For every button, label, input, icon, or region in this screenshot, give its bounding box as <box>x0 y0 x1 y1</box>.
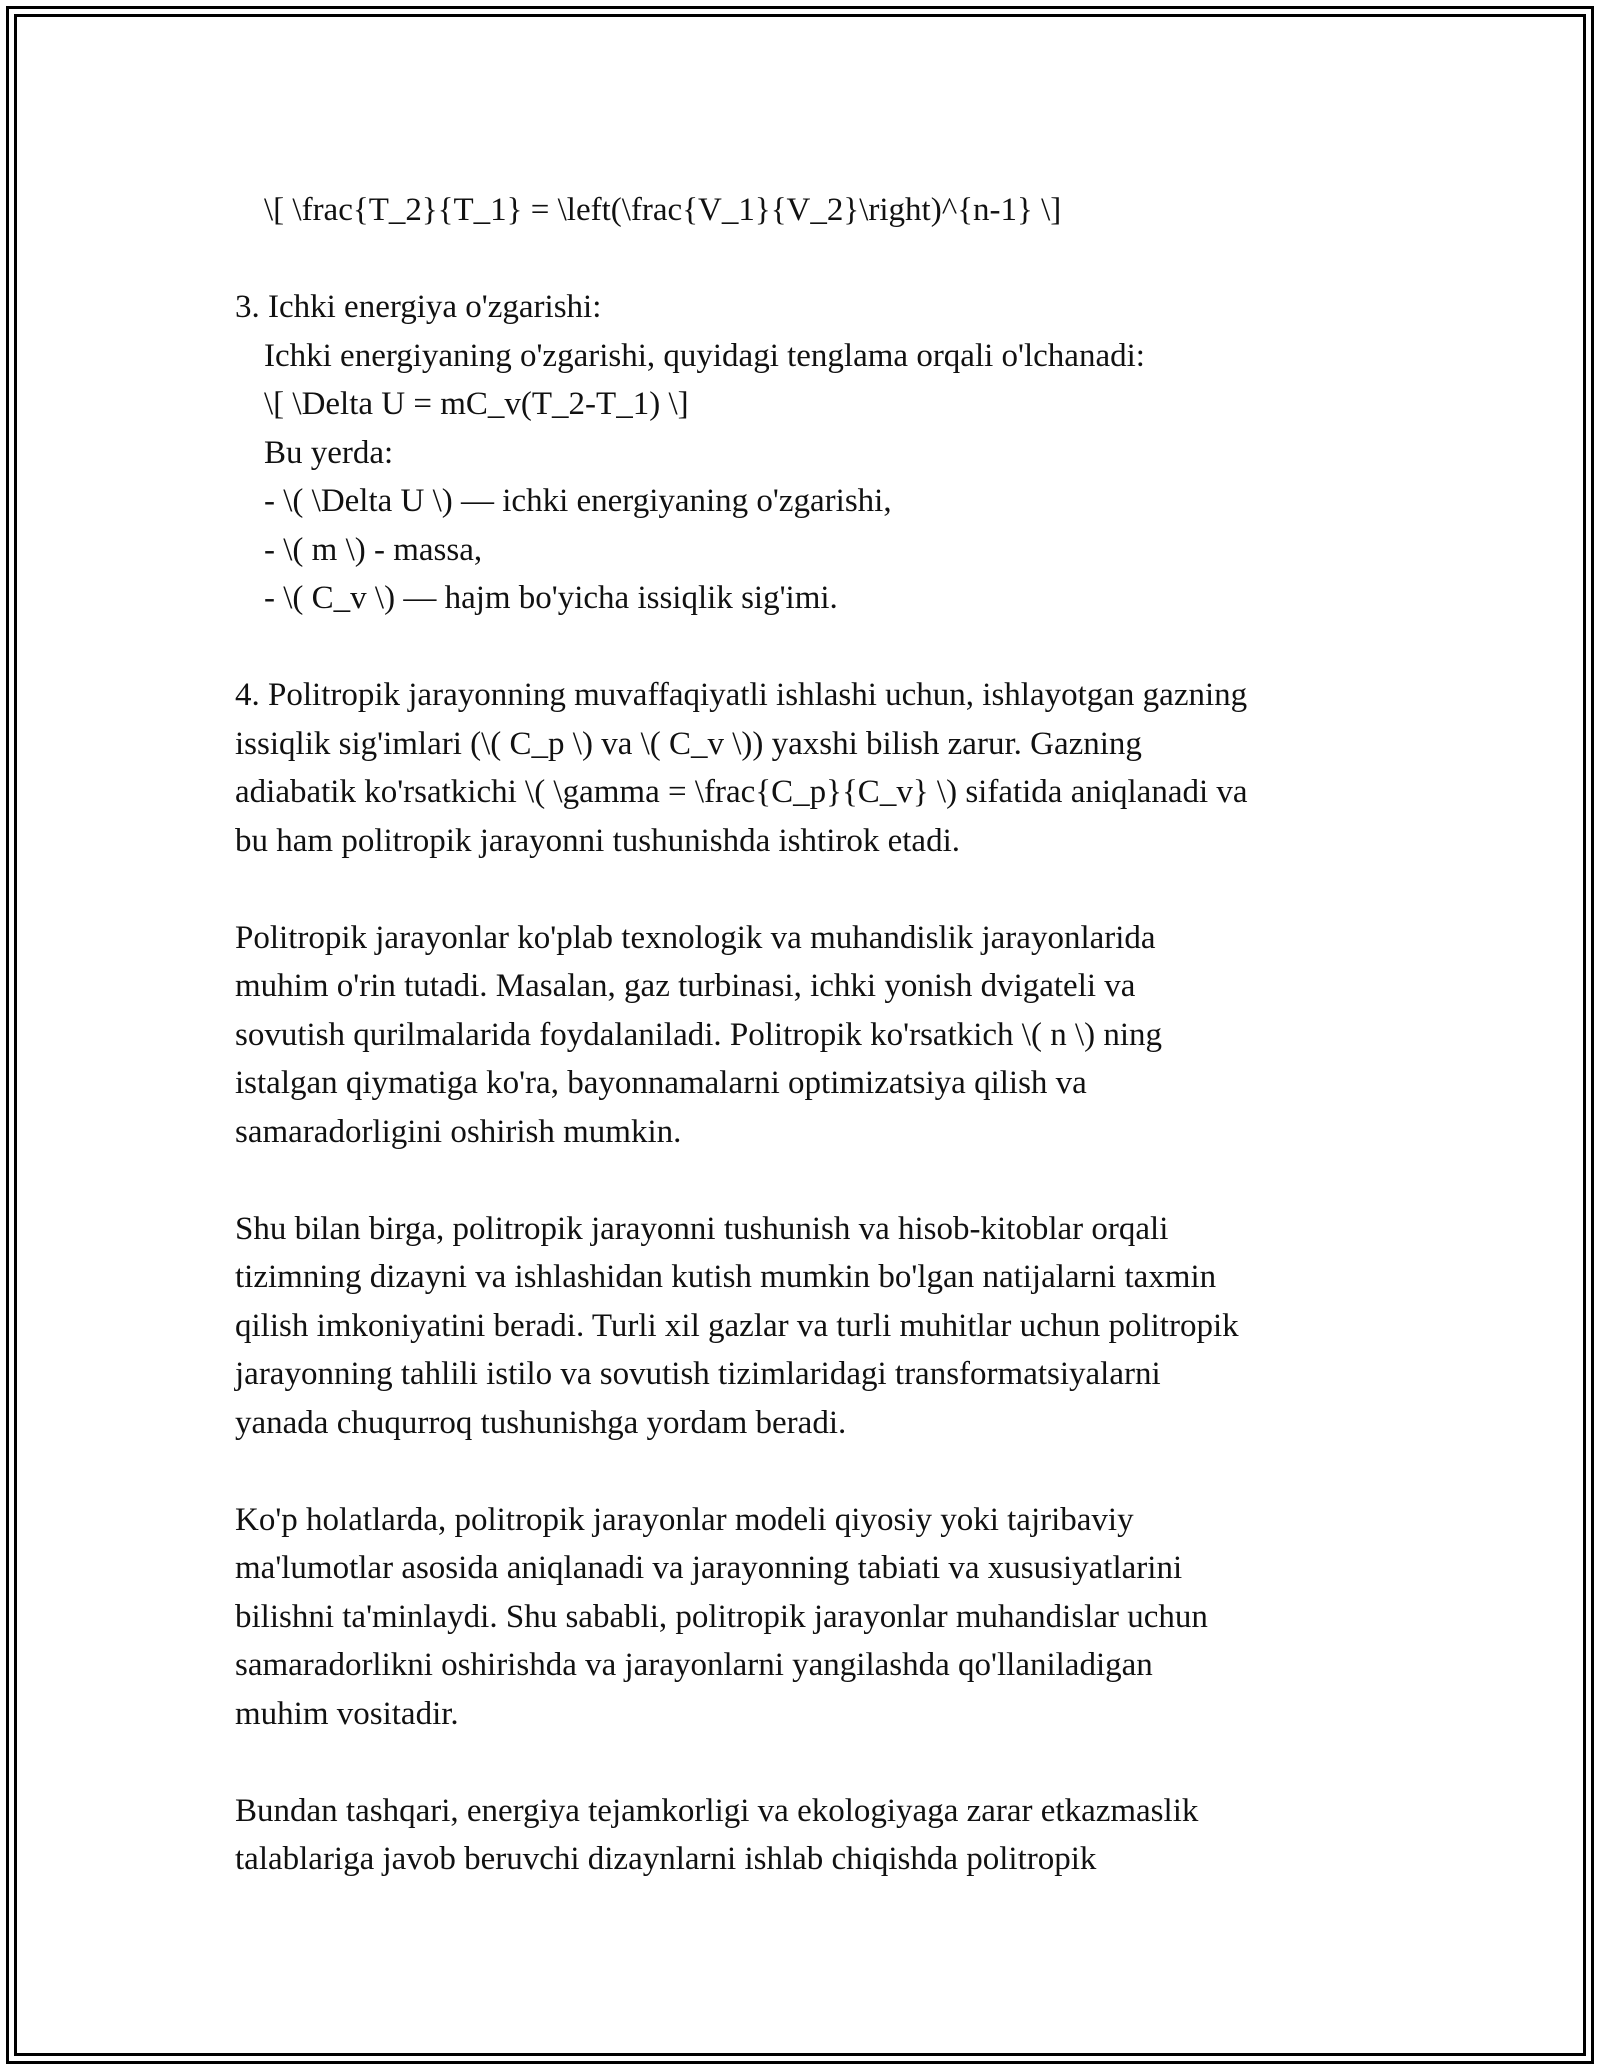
paragraph-line: Politropik jarayonlar ko'plab texnologik va muhandislik jarayonlarida <box>235 919 1156 956</box>
paragraph-line: adiabatik ko'rsatkichi \( \gamma = \frac{C_p}{C_v} \) sifatida aniqlanadi va <box>235 774 1248 810</box>
list-item: - \( m \) - massa, <box>264 531 483 568</box>
paragraph-line: qilish imkoniyatini beradi. Turli xil gazlar va turli muhitlar uchun politropik <box>235 1307 1239 1344</box>
paragraph-line: samaradorligini oshirish mumkin. <box>235 1113 682 1150</box>
formula-delta-u: \[ \Delta U = mC_v(T_2-T_1) \] <box>264 386 689 422</box>
paragraph-models <box>235 1496 1385 1739</box>
list-item: - \( \Delta U \) — ichki energiyaning o'zgarishi, <box>264 483 892 519</box>
list-item: - \( C_v \) — hajm bo'yicha issiqlik sig'imi. <box>264 580 838 616</box>
paragraph-line: Ko'p holatlarda, politropik jarayonlar modeli qiyosiy yoki tajribaviy <box>235 1501 1134 1538</box>
paragraph-line: muhim o'rin tutadi. Masalan, gaz turbinasi, ichki yonish dvigateli va <box>235 968 1136 1004</box>
paragraph-gap <box>235 623 1385 672</box>
paragraph-line: yanada chuqurroq tushunishga yordam beradi. <box>235 1404 847 1441</box>
paragraph-line: bilishni ta'minlaydi. Shu sababli, politropik jarayonlar muhandislar uchun <box>235 1598 1208 1635</box>
paragraph-gap <box>235 1447 1385 1496</box>
formula-temperature-ratio: \[ \frac{T_2}{T_1} = \left(\frac{V_1}{V_2}\right)^{n-1} \] <box>264 192 1062 228</box>
section-heat-capacity <box>235 671 1385 865</box>
paragraph-line: jarayonning tahlili istilo va sovutish tizimlaridagi transformatsiyalarni <box>235 1356 1161 1392</box>
section-intro: Ichki energiyaning o'zgarishi, quyidagi tenglama orqali o'lchanadi: <box>264 337 1145 374</box>
paragraph-line: Bundan tashqari, energiya tejamkorligi va ekologiyaga zarar etkazmaslik <box>235 1792 1199 1829</box>
paragraph-energy <box>235 1787 1385 1884</box>
paragraph-line: bu ham politropik jarayonni tushunishda ishtirok etadi. <box>235 822 960 859</box>
paragraph-line: samaradorlikni oshirishda va jarayonlarni yangilashda qo'llaniladigan <box>235 1647 1153 1683</box>
paragraph-design <box>235 1205 1385 1448</box>
paragraph-line: istalgan qiymatiga ko'ra, bayonnamalarni optimizatsiya qilish va <box>235 1065 1087 1101</box>
paragraph-line: muhim vositadir. <box>235 1695 459 1732</box>
paragraph-applications <box>235 914 1385 1157</box>
paragraph-line: tizimning dizayni va ishlashidan kutish mumkin bo'lgan natijalarni taxmin <box>235 1259 1217 1295</box>
paragraph-gap <box>235 865 1385 914</box>
paragraph-line: Shu bilan birga, politropik jarayonni tushunish va hisob-kitoblar orqali <box>235 1210 1169 1247</box>
where-label: Bu yerda: <box>264 434 394 471</box>
paragraph-line: sovutish qurilmalarida foydalaniladi. Politropik ko'rsatkich \( n \) ning <box>235 1016 1163 1053</box>
document-body <box>235 186 1385 1884</box>
paragraph-gap <box>235 1738 1385 1787</box>
paragraph-gap <box>235 235 1385 284</box>
paragraph-line: 4. Politropik jarayonning muvaffaqiyatli ishlashi uchun, ishlayotgan gazning <box>235 677 1248 713</box>
section-internal-energy <box>235 283 1385 623</box>
paragraph-line: issiqlik sig'imlari (\( C_p \) va \( C_v \)) yaxshi bilish zarur. Gazning <box>235 725 1142 762</box>
paragraph-gap <box>235 1156 1385 1205</box>
paragraph-line: ma'lumotlar asosida aniqlanadi va jarayonning tabiati va xususiyatlarini <box>235 1550 1183 1586</box>
paragraph-line: talablariga javob beruvchi dizaynlarni ishlab chiqishda politropik <box>235 1841 1097 1877</box>
section-heading: 3. Ichki energiya o'zgarishi: <box>235 289 602 325</box>
